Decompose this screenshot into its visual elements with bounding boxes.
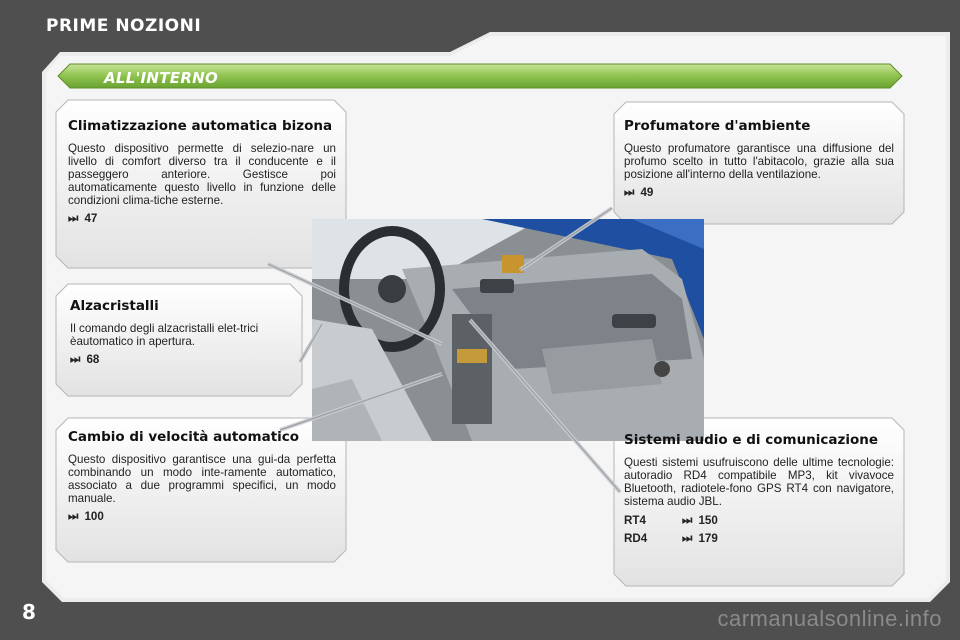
page-number: 8 <box>22 600 36 624</box>
box-title: Cambio di velocità automatico <box>68 429 300 445</box>
page-ref-number: 150 <box>698 513 718 527</box>
watermark: carmanualsonline.info <box>717 606 942 631</box>
forward-arrow-icon: ⏭ <box>68 509 79 523</box>
box-profumatore <box>624 119 894 200</box>
reference-label: RT4 <box>624 513 646 527</box>
box-text: Questo profumatore garantisce una diffusione del profumo scelto in tutto l'abitacolo, grazie alla sua posizione all'interno della ventilazione. <box>624 141 894 181</box>
page-ref-number: 49 <box>640 185 654 199</box>
box-alzacristalli <box>70 299 292 367</box>
box-title: Alzacristalli <box>70 298 159 314</box>
box-text: Questo dispositivo garantisce una gui-da perfetta combinando un modo inte-ramente automatico, associato a due programmi specifici, un modo manuale. <box>68 452 336 505</box>
box-text: Il comando degli alzacristalli elet-trici èautomatico in apertura. <box>70 321 259 348</box>
page-ref-number: 68 <box>86 352 100 366</box>
reference-table <box>624 514 894 546</box>
page-reference[interactable] <box>68 510 336 524</box>
box-audio <box>624 433 894 550</box>
forward-arrow-icon: ⏭ <box>682 531 693 545</box>
box-title: Sistemi audio e di comunicazione <box>624 432 879 448</box>
reference-row[interactable] <box>624 514 894 528</box>
page-ref-number: 100 <box>84 509 104 523</box>
page-reference[interactable] <box>70 353 292 367</box>
page-ref-number: 47 <box>84 211 98 225</box>
forward-arrow-icon: ⏭ <box>70 352 81 366</box>
forward-arrow-icon: ⏭ <box>68 211 79 225</box>
box-title: Climatizzazione automatica bizona <box>68 118 333 134</box>
page-title: PRIME NOZIONI <box>46 16 202 36</box>
box-text: Questo dispositivo permette di selezio-nare un livello di comfort diverso tra il conducente e il passeggero anteriore. Gestisce poi automaticamente questo livello in funzione delle condizioni clima-tiche esterne. <box>68 141 336 207</box>
reference-label: RD4 <box>624 531 648 545</box>
page-reference[interactable] <box>68 212 336 226</box>
box-text: Questi sistemi usufruiscono delle ultime tecnologie: autoradio RD4 compatibile MP3, kit vivavoce Bluetooth, radiotele-fono GPS RT4 con navigatore, sistema audio JBL. <box>624 455 894 508</box>
box-cambio <box>68 430 336 524</box>
page-ref-number: 179 <box>698 531 718 545</box>
page-reference[interactable] <box>624 186 894 200</box>
reference-row[interactable] <box>624 532 894 546</box>
forward-arrow-icon: ⏭ <box>624 185 635 199</box>
section-label: ALL'INTERNO <box>104 69 219 87</box>
forward-arrow-icon: ⏭ <box>682 513 693 527</box>
box-title: Profumatore d'ambiente <box>624 118 811 134</box>
box-climatizzazione <box>68 119 336 226</box>
